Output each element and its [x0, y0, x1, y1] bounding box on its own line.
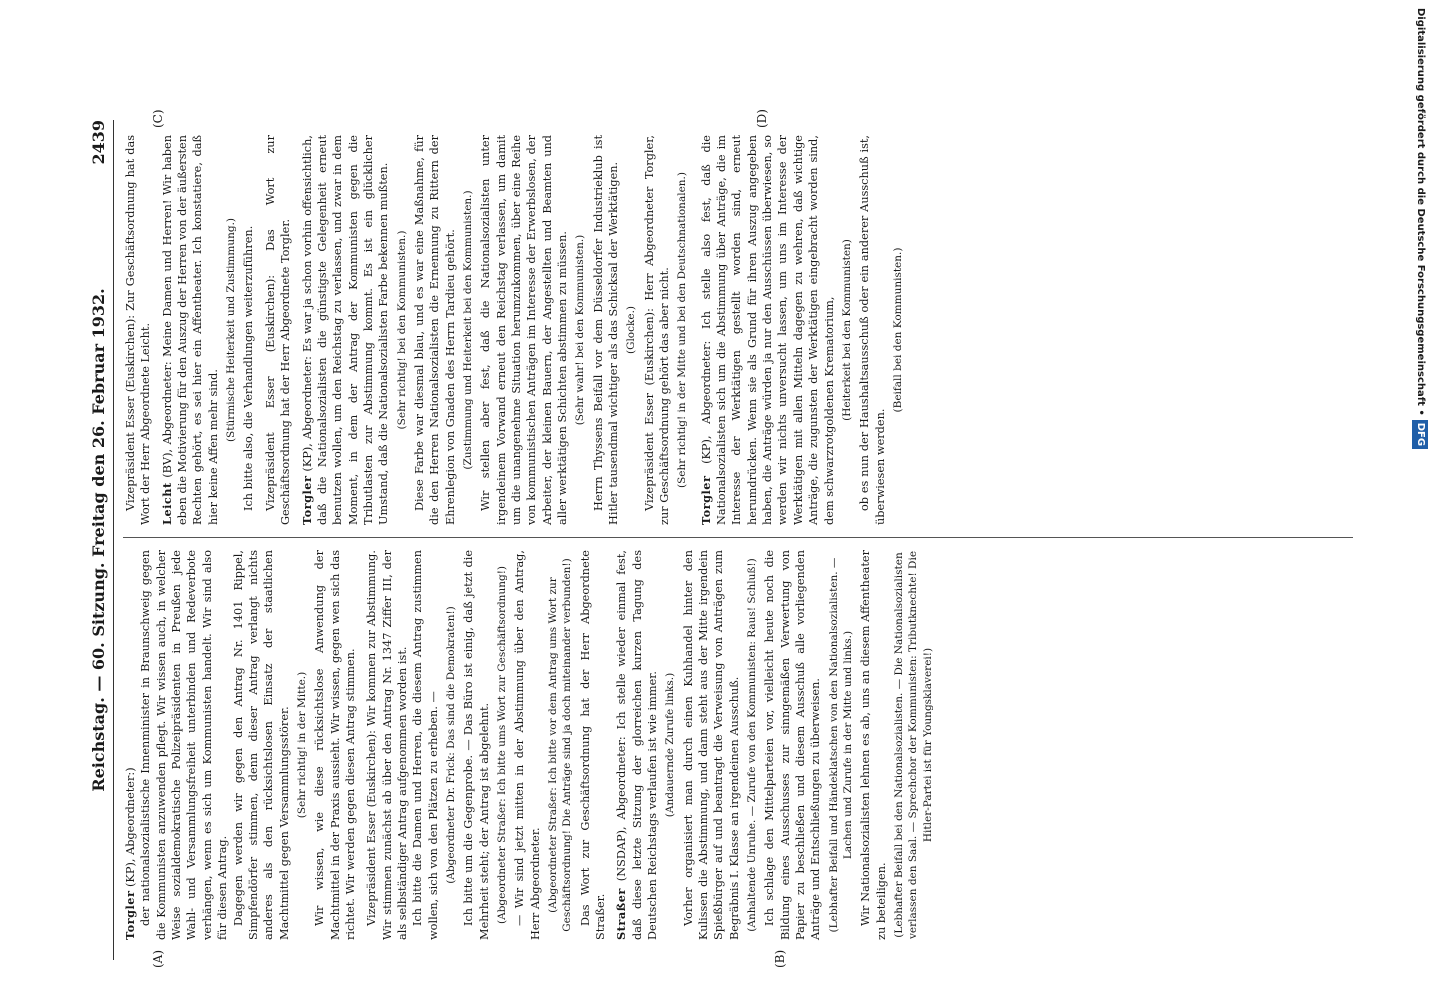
paragraph: ob es nun der Haushaltsausschuß oder ein anderer Ausschuß ist, überwiesen werden.: [858, 135, 887, 525]
interjection: (Andauernde Zurufe links.): [664, 672, 677, 818]
document-page: [83, 110, 1373, 970]
page-number: 2439: [89, 120, 108, 165]
interjection: (Lebhafter Beifall bei den Nationalsozialisten. — Die Nationalsozialisten verlassen den Saal. — Sprechchor der Kommunisten: Tributknechte! Die Hitler-Partei ist für Youngsklaverei!): [893, 550, 934, 940]
speaker-text: (KP), Abgeordneter: Ich stelle also fest, daß die Nationalsozialisten sich um die Abstimmung über Anträge, die im Interesse der Werktätigen gestellt worden sind, erneut herumdrücken. Wenn sie als Grund für ihren Auszug angegeben haben, die Anträge würden ja nur den Ausschüssen überwiesen, so werden wir nichts unversucht lassen, um uns im Interesse der Werktätigen mit allen Mitteln dagegen zu wehren, daß wichtige Anträge, die zugunsten der Werktätigen eingebracht worden sind, dem schwarzrotgoldenen Krematorium,: [699, 135, 836, 525]
paragraph: Ich bitte um die Gegenprobe. — Das Büro ist einig, daß jetzt die Mehrheit steht; der Antrag ist abgelehnt.: [462, 550, 491, 940]
paragraph: Vorher organisiert man durch einen Kuhhandel hinter den Kulissen die Abstimmung, und dann steht aus der Mitte irgendein Spießbürger auf und beantragt die Verweisung von Anträgen zum Begräbnis I. Klasse an irgendeinen Ausschuß.: [681, 550, 741, 940]
interjection: (Abgeordneter Dr. Frick: Das sind die Demokraten!): [445, 606, 458, 884]
speaker-text: (NSDAP), Abgeordneter: Ich stelle wieder einmal fest, daß diese letzte Sitzung der glorreichen kurzen Tagung des Deutschen Reichstags verlaufen ist wie immer.: [615, 550, 660, 940]
interjection: (Sehr wahr! bei den Kommunisten.): [574, 234, 587, 426]
interjection: (Sehr richtig! in der Mitte.): [295, 671, 308, 819]
paragraph: — Wir sind jetzt mitten in der Abstimmung über den Antrag, Herr Abgeordneter.: [513, 550, 542, 940]
speaker-paragraph: [160, 135, 221, 525]
paragraph: Vizepräsident Esser (Euskirchen): Das Wort zur Geschäftsordnung hat der Herr Abgeordnete Torgler.: [263, 135, 293, 525]
interjection: (Lebhafter Beifall und Händeklatschen von den Nationalsozialisten. — Lachen und Zurufe in der Mitte und links.): [827, 557, 855, 933]
page-title: Reichstag. — 60. Sitzung. Freitag den 26. Februar 1932.: [89, 288, 108, 792]
speaker-name: Leicht: [159, 482, 174, 525]
margin-marker-b: (B): [773, 949, 787, 968]
digitization-note: [1412, 8, 1428, 988]
interjection: (Abgeordneter Straßer: Ich bitte ums Wort zur Geschäftsordnung!): [496, 565, 509, 925]
column-divider: [123, 537, 1353, 538]
paragraph: Diese Farbe war diesmal blau, und es war eine Maßnahme, für die den Herren Nationalsozialisten die Ernennung zu Rittern der Ehrenlegion von Gnaden des Herrn Tardieu gehört.: [412, 135, 457, 525]
speaker-name: Torgler: [299, 475, 314, 525]
interjection: (Abgeordneter Straßer: Ich bitte vor dem Antrag ums Wort zur Geschäftsordnung! Die Anträge sind ja doch miteinander verbunden!): [547, 558, 574, 932]
paragraph: Das Wort zur Geschäftsordnung hat der Herr Abgeordnete Straßer.: [578, 550, 607, 940]
speaker-name: Torgler: [698, 475, 713, 525]
page-header: [83, 120, 114, 960]
paragraph: Wir wissen, wie diese rücksichtslose Anwendung der Machtmittel in der Praxis aussieht. Wir wissen, gegen wen sich das richtet. Wir werden gegen diesen Antrag stimmen.: [313, 550, 357, 940]
interjection: (Sehr richtig! bei den Kommunisten.): [395, 230, 408, 430]
paragraph: Vizepräsident Esser (Euskirchen): Herr Abgeordneter Torgler, zur Geschäftsordnung gehört das aber nicht.: [642, 135, 672, 525]
interjection: (Beifall bei den Kommunisten.): [891, 247, 904, 413]
speaker-paragraph: [300, 135, 392, 525]
interjection: (Glocke.): [625, 305, 638, 355]
speaker-text: (KP), Abgeordneter:): [124, 767, 137, 891]
interjection: (Sehr richtig! in der Mitte und bei den Deutschnationalen.): [676, 172, 689, 488]
speaker-name: Torgler: [123, 890, 137, 940]
paragraph: Ich schlage den Mittelparteien vor, vielleicht heute noch die Bildung eines Ausschusses zur sinngemäßen Verwertung von Papier zu beschließen und diesem Ausschuß alle vorliegenden Anträge und Entschließungen zu überweisen.: [763, 550, 823, 940]
speaker-paragraph: [614, 550, 660, 940]
margin-marker-a: (A): [151, 949, 165, 968]
paragraph: Vizepräsident Esser (Euskirchen): Zur Geschäftsordnung hat das Wort der Herr Abgeordnete Leicht.: [124, 135, 153, 525]
interjection: (Heiterkeit bei den Kommunisten): [840, 239, 853, 421]
paragraph: Wir stellen aber fest, daß die Nationalsozialisten unter irgendeinem Vorwand erneut den Reichstag verlassen, um damit um die unangenehme Situation herumzukommen, über eine Reihe von kommunistischen Anträgen im Interesse der Erwerbslosen, der Arbeiter, der kleinen Bauern, der Angestellten und Beamten und aller werktätigen Schichten abstimmen zu müssen.: [479, 135, 570, 525]
margin-marker-c: (C): [151, 109, 165, 128]
speaker-paragraph: [699, 135, 837, 525]
dfg-logo: DFG: [1412, 420, 1428, 449]
paragraph: Dagegen werden wir gegen den Antrag Nr. 1401 Rippel, Simpfendörfer stimmen, denn dieser Antrag verlangt nichts anderes als den rücksichtslosen Einsatz der staatlichen Machtmittel gegen Versammlungsstörer.: [231, 550, 291, 940]
paragraph: Ich bitte die Damen und Herren, die diesem Antrag zustimmen wollen, sich von den Plätzen zu erheben. —: [411, 550, 440, 940]
interjection: (Anhaltende Unruhe. — Zurufe von den Kommunisten: Raus! Schluß!): [746, 558, 759, 932]
speaker-text: (BV), Abgeordneter: Meine Damen und Herren! Wir haben eben die Motivierung für den Auszug der Herren von der äußersten Rechten gehört, es sei hier ein Affentheater. Ich konstatiere, daß hier keine Affen mehr sind.: [160, 135, 220, 525]
paragraph: Herrn Thyssens Beifall vor dem Düsseldorfer Industrieklub ist Hitler tausendmal wichtiger als das Schicksal der Werktätigen.: [591, 135, 621, 525]
speaker-name: Straßer: [614, 888, 629, 940]
interjection: (Zustimmung und Heiterkeit bei den Kommunisten.): [462, 190, 474, 470]
digitization-text: Digitalisierung gefördert durch die Deutsche Forschungsgemeinschaft •: [1415, 8, 1426, 416]
paragraph: Wir Nationalsozialisten lehnen es ab, uns an diesem Affentheater zu beteiligen.: [859, 550, 888, 940]
margin-marker-d: (D): [755, 109, 769, 128]
paragraph: Vizepräsident Esser (Euskirchen): Wir kommen zur Abstimmung. Wir stimmen zunächst ab über den Antrag Nr. 1347 Ziffer III, der als selbständiger Antrag aufgenommen worden ist.: [365, 550, 410, 940]
speaker-text: (KP), Abgeordneter: Es war ja schon vorhin offensichtlich, daß die Nationalsozialisten die günstigste Gelegenheit erneut benutzen wollen, um den Reichstag zu verlassen, und zwar in dem Moment, in dem der Antrag der Kommunisten gegen die Tributlasten zur Abstimmung kommt. Es ist ein glücklicher Umstand, daß die Nationalsozialisten Farbe bekennen mußten.: [300, 135, 391, 525]
interjection: (Stürmische Heiterkeit und Zustimmung.): [225, 217, 238, 443]
speaker-paragraph: [123, 550, 138, 940]
right-column: [123, 135, 908, 525]
paragraph: der nationalsozialistische Innenminister in Braunschweig gegen die Kommunisten anzuwenden pflegt. Wir wissen auch, in welcher Weise sozialdemokratische Polizeipräsidenten in Preußen jede Wahl- und Versammlungsfreiheit unterbinden und Redeverbote verhängen, wenn es sich um Kommunisten handelt. Wir sind also für diesen Antrag.: [139, 550, 230, 940]
paragraph: Ich bitte also, die Verhandlungen weiterzuführen.: [242, 225, 256, 511]
left-column: [123, 550, 938, 940]
